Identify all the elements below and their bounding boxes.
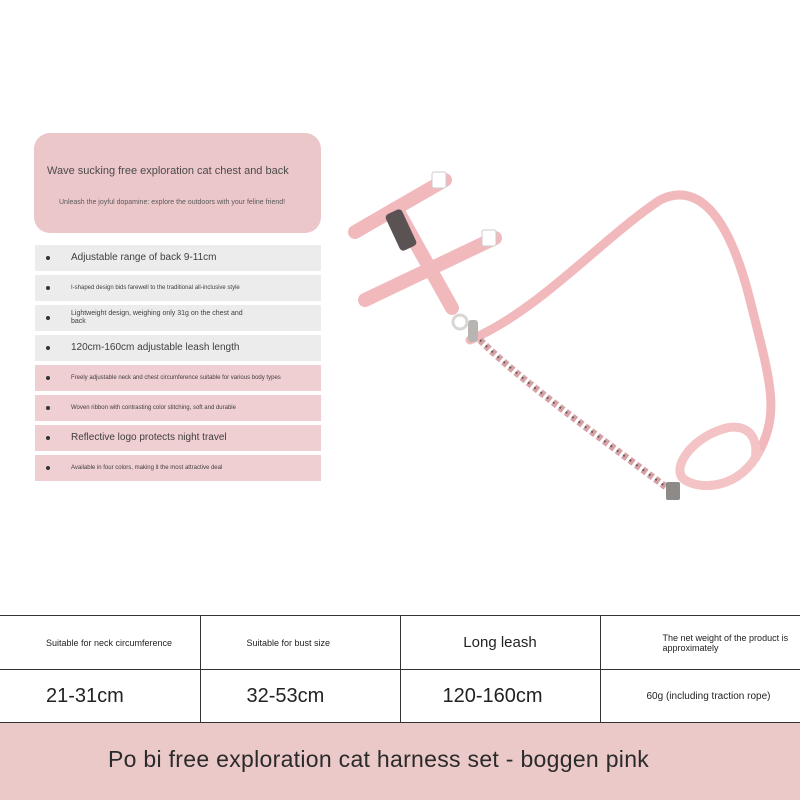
bullet-icon <box>46 406 50 410</box>
braided-rope <box>480 340 670 490</box>
leash-strap <box>470 195 771 450</box>
leash-clip <box>468 320 478 342</box>
buckle-icon <box>432 172 446 188</box>
feature-item <box>35 425 321 451</box>
feature-text: Lightweight design, weighing only 31g on the chest and back <box>71 309 243 325</box>
leash-loop <box>680 427 760 485</box>
feature-text: Woven ribbon with contrasting color stitching, soft and durable <box>71 404 236 411</box>
spec-value-neck: 21-31cm <box>0 670 200 723</box>
spec-header-bust: Suitable for bust size <box>200 616 400 670</box>
bullet-icon <box>46 436 50 440</box>
feature-item <box>35 245 321 271</box>
bullet-icon <box>46 316 50 320</box>
feature-item <box>35 305 321 331</box>
spec-value-bust: 32-53cm <box>200 670 400 723</box>
spec-value-weight: 60g (including traction rope) <box>600 670 800 723</box>
table-row <box>0 670 800 723</box>
table-row <box>0 616 800 670</box>
product-title: Po bi free exploration cat harness set - boggen pink <box>108 746 650 772</box>
spec-header-weight: The net weight of the product is approximately <box>600 616 800 670</box>
harness-leash-image <box>340 160 790 530</box>
feature-list <box>35 245 321 485</box>
headline-subtitle: Unleash the joyful dopamine: explore the outdoors with your feline friend! <box>59 199 286 206</box>
feature-item <box>35 365 321 391</box>
spec-value-leash: 120-160cm <box>400 670 600 723</box>
headline-title: Wave sucking free exploration cat chest and back <box>47 165 289 177</box>
spec-table <box>0 615 800 723</box>
footer-banner <box>0 723 800 800</box>
bullet-icon <box>46 376 50 380</box>
bullet-icon <box>46 256 50 260</box>
feature-text: 120cm-160cm adjustable leash length <box>71 342 240 354</box>
spec-header-leash: Long leash <box>400 616 600 670</box>
feature-item <box>35 335 321 361</box>
feature-item <box>35 395 321 421</box>
buckle-icon <box>482 230 496 246</box>
d-ring <box>453 315 467 329</box>
bullet-icon <box>46 346 50 350</box>
feature-text: Freely adjustable neck and chest circumference suitable for various body types <box>71 374 281 381</box>
feature-item <box>35 455 321 481</box>
feature-text: Available in four colors, making it the most attractive deal <box>71 464 223 471</box>
spec-header-neck: Suitable for neck circumference <box>0 616 200 670</box>
leash-buckle <box>666 482 680 500</box>
feature-text: I-shaped design bids farewell to the traditional all-inclusive style <box>71 284 240 291</box>
feature-text: Reflective logo protects night travel <box>71 432 227 444</box>
headline-card <box>34 133 321 233</box>
bullet-icon <box>46 466 50 470</box>
feature-text: Adjustable range of back 9-11cm <box>71 252 217 264</box>
bullet-icon <box>46 286 50 290</box>
feature-item <box>35 275 321 301</box>
